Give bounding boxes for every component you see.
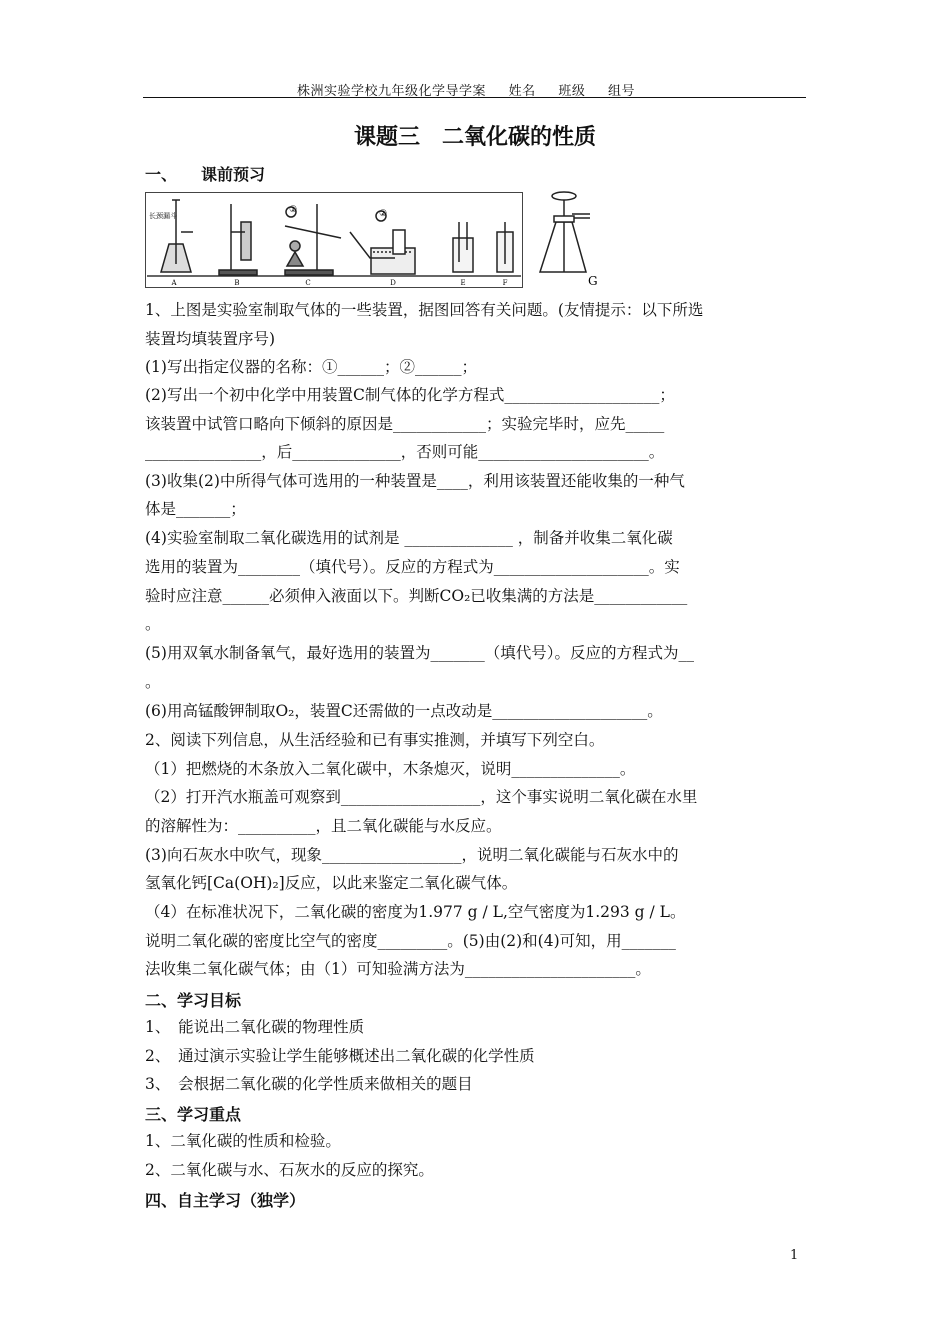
apparatus-f bbox=[497, 222, 513, 272]
section-self-study-heading: 四、自主学习（独学） bbox=[145, 1191, 306, 1210]
focus-item: 1、二氧化碳的性质和检验。 bbox=[145, 1132, 341, 1150]
apparatus-e bbox=[453, 222, 473, 272]
text-line: 2、阅读下列信息，从生活经验和已有事实推测，并填写下列空白。 bbox=[145, 731, 605, 749]
apparatus-b bbox=[219, 204, 257, 275]
apparatus-a bbox=[161, 200, 193, 272]
header-rule bbox=[143, 97, 806, 98]
text-line: (3)向石灰水中吹气，现象__________________，说明二氧化碳能与石灰水中的 bbox=[145, 846, 679, 864]
page-number: 1 bbox=[790, 1248, 799, 1263]
goal-item: 1、 能说出二氧化碳的物理性质 bbox=[145, 1018, 365, 1036]
text-line: (6)用高锰酸钾制取O₂，装置C还需做的一点改动是____________________。 bbox=[145, 702, 663, 720]
section-preview-heading: 一、 课前预习 bbox=[145, 165, 266, 184]
text-line: 氢氧化钙[Ca(OH)₂]反应，以此来鉴定二氧化碳气体。 bbox=[145, 874, 518, 892]
text-line: （4）在标准状况下，二氧化碳的密度为1.977 g / L,空气密度为1.293 g / L。 bbox=[145, 903, 686, 921]
marker-1: ① bbox=[289, 205, 298, 215]
text-line: (5)用双氧水制备氧气，最好选用的装置为_______（填代号）。反应的方程式为__ bbox=[145, 644, 694, 662]
label-c: C bbox=[305, 279, 311, 287]
label-f: F bbox=[502, 279, 508, 287]
text-line: （1）把燃烧的木条放入二氧化碳中，木条熄灭，说明______________。 bbox=[145, 760, 636, 778]
text-line: 体是_______； bbox=[145, 500, 246, 518]
text-line: 说明二氧化碳的密度比空气的密度_________。(5)由(2)和(4)可知，用_______ bbox=[145, 932, 676, 950]
text-line: 装置均填装置序号) bbox=[145, 330, 276, 348]
label-a: A bbox=[171, 279, 177, 287]
text-line: (4)实验室制取二氧化碳选用的试剂是 ______________ ，制备并收集二氧化碳 bbox=[145, 529, 673, 547]
text-line: （2）打开汽水瓶盖可观察到__________________，这个事实说明二氧化碳在水里 bbox=[145, 788, 698, 806]
apparatus-figure bbox=[145, 192, 523, 288]
goal-item: 3、 会根据二氧化碳的化学性质来做相关的题目 bbox=[145, 1075, 473, 1093]
school-title: 株洲实验学校九年级化学导学案 bbox=[297, 84, 487, 99]
label-e: E bbox=[460, 279, 466, 287]
group-label: 组号 bbox=[607, 84, 635, 99]
apparatus-g-figure bbox=[534, 188, 596, 288]
label-d: D bbox=[390, 279, 396, 287]
apparatus-d bbox=[350, 211, 415, 274]
text-line: (3)收集(2)中所得气体可选用的一种装置是____，利用该装置还能收集的一种气 bbox=[145, 472, 685, 490]
section-goals-heading: 二、学习目标 bbox=[145, 991, 242, 1010]
name-label: 姓名 bbox=[508, 84, 536, 99]
focus-item: 2、二氧化碳与水、石灰水的反应的探究。 bbox=[145, 1161, 434, 1179]
text-line: (2)写出一个初中化学中用装置C制气体的化学方程式____________________； bbox=[145, 386, 675, 404]
text-line: 1、上图是实验室制取气体的一些装置，据图回答有关问题。(友情提示：以下所选 bbox=[145, 301, 704, 319]
page-title: 课题三 二氧化碳的性质 bbox=[353, 125, 596, 150]
text-line: _______________，后______________，否则可能______________________。 bbox=[145, 443, 665, 461]
funnel-label: 长颈漏斗 bbox=[149, 212, 177, 220]
marker-2: ② bbox=[379, 209, 388, 219]
label-b: B bbox=[234, 279, 240, 287]
text-line: 法收集二氧化碳气体；由（1）可知验满方法为______________________。 bbox=[145, 960, 651, 978]
apparatus-g bbox=[540, 192, 590, 272]
text-line: 的溶解性为：__________，且二氧化碳能与水反应。 bbox=[145, 817, 502, 835]
label-g: G bbox=[588, 274, 598, 288]
text-line: 该装置中试管口略向下倾斜的原因是____________；实验完毕时，应先_____ bbox=[145, 415, 665, 433]
text-line: 选用的装置为________（填代号）。反应的方程式为____________________。实 bbox=[145, 558, 680, 576]
section-focus-heading: 三、学习重点 bbox=[145, 1105, 242, 1124]
text-line: (1)写出指定仪器的名称：①______；②______； bbox=[145, 358, 477, 376]
text-line: 。 bbox=[145, 615, 161, 633]
goal-item: 2、 通过演示实验让学生能够概述出二氧化碳的化学性质 bbox=[145, 1047, 535, 1065]
class-label: 班级 bbox=[558, 84, 586, 99]
text-line: 验时应注意______必须伸入液面以下。判断CO₂已收集满的方法是____________ bbox=[145, 587, 688, 605]
text-line: 。 bbox=[145, 673, 161, 691]
